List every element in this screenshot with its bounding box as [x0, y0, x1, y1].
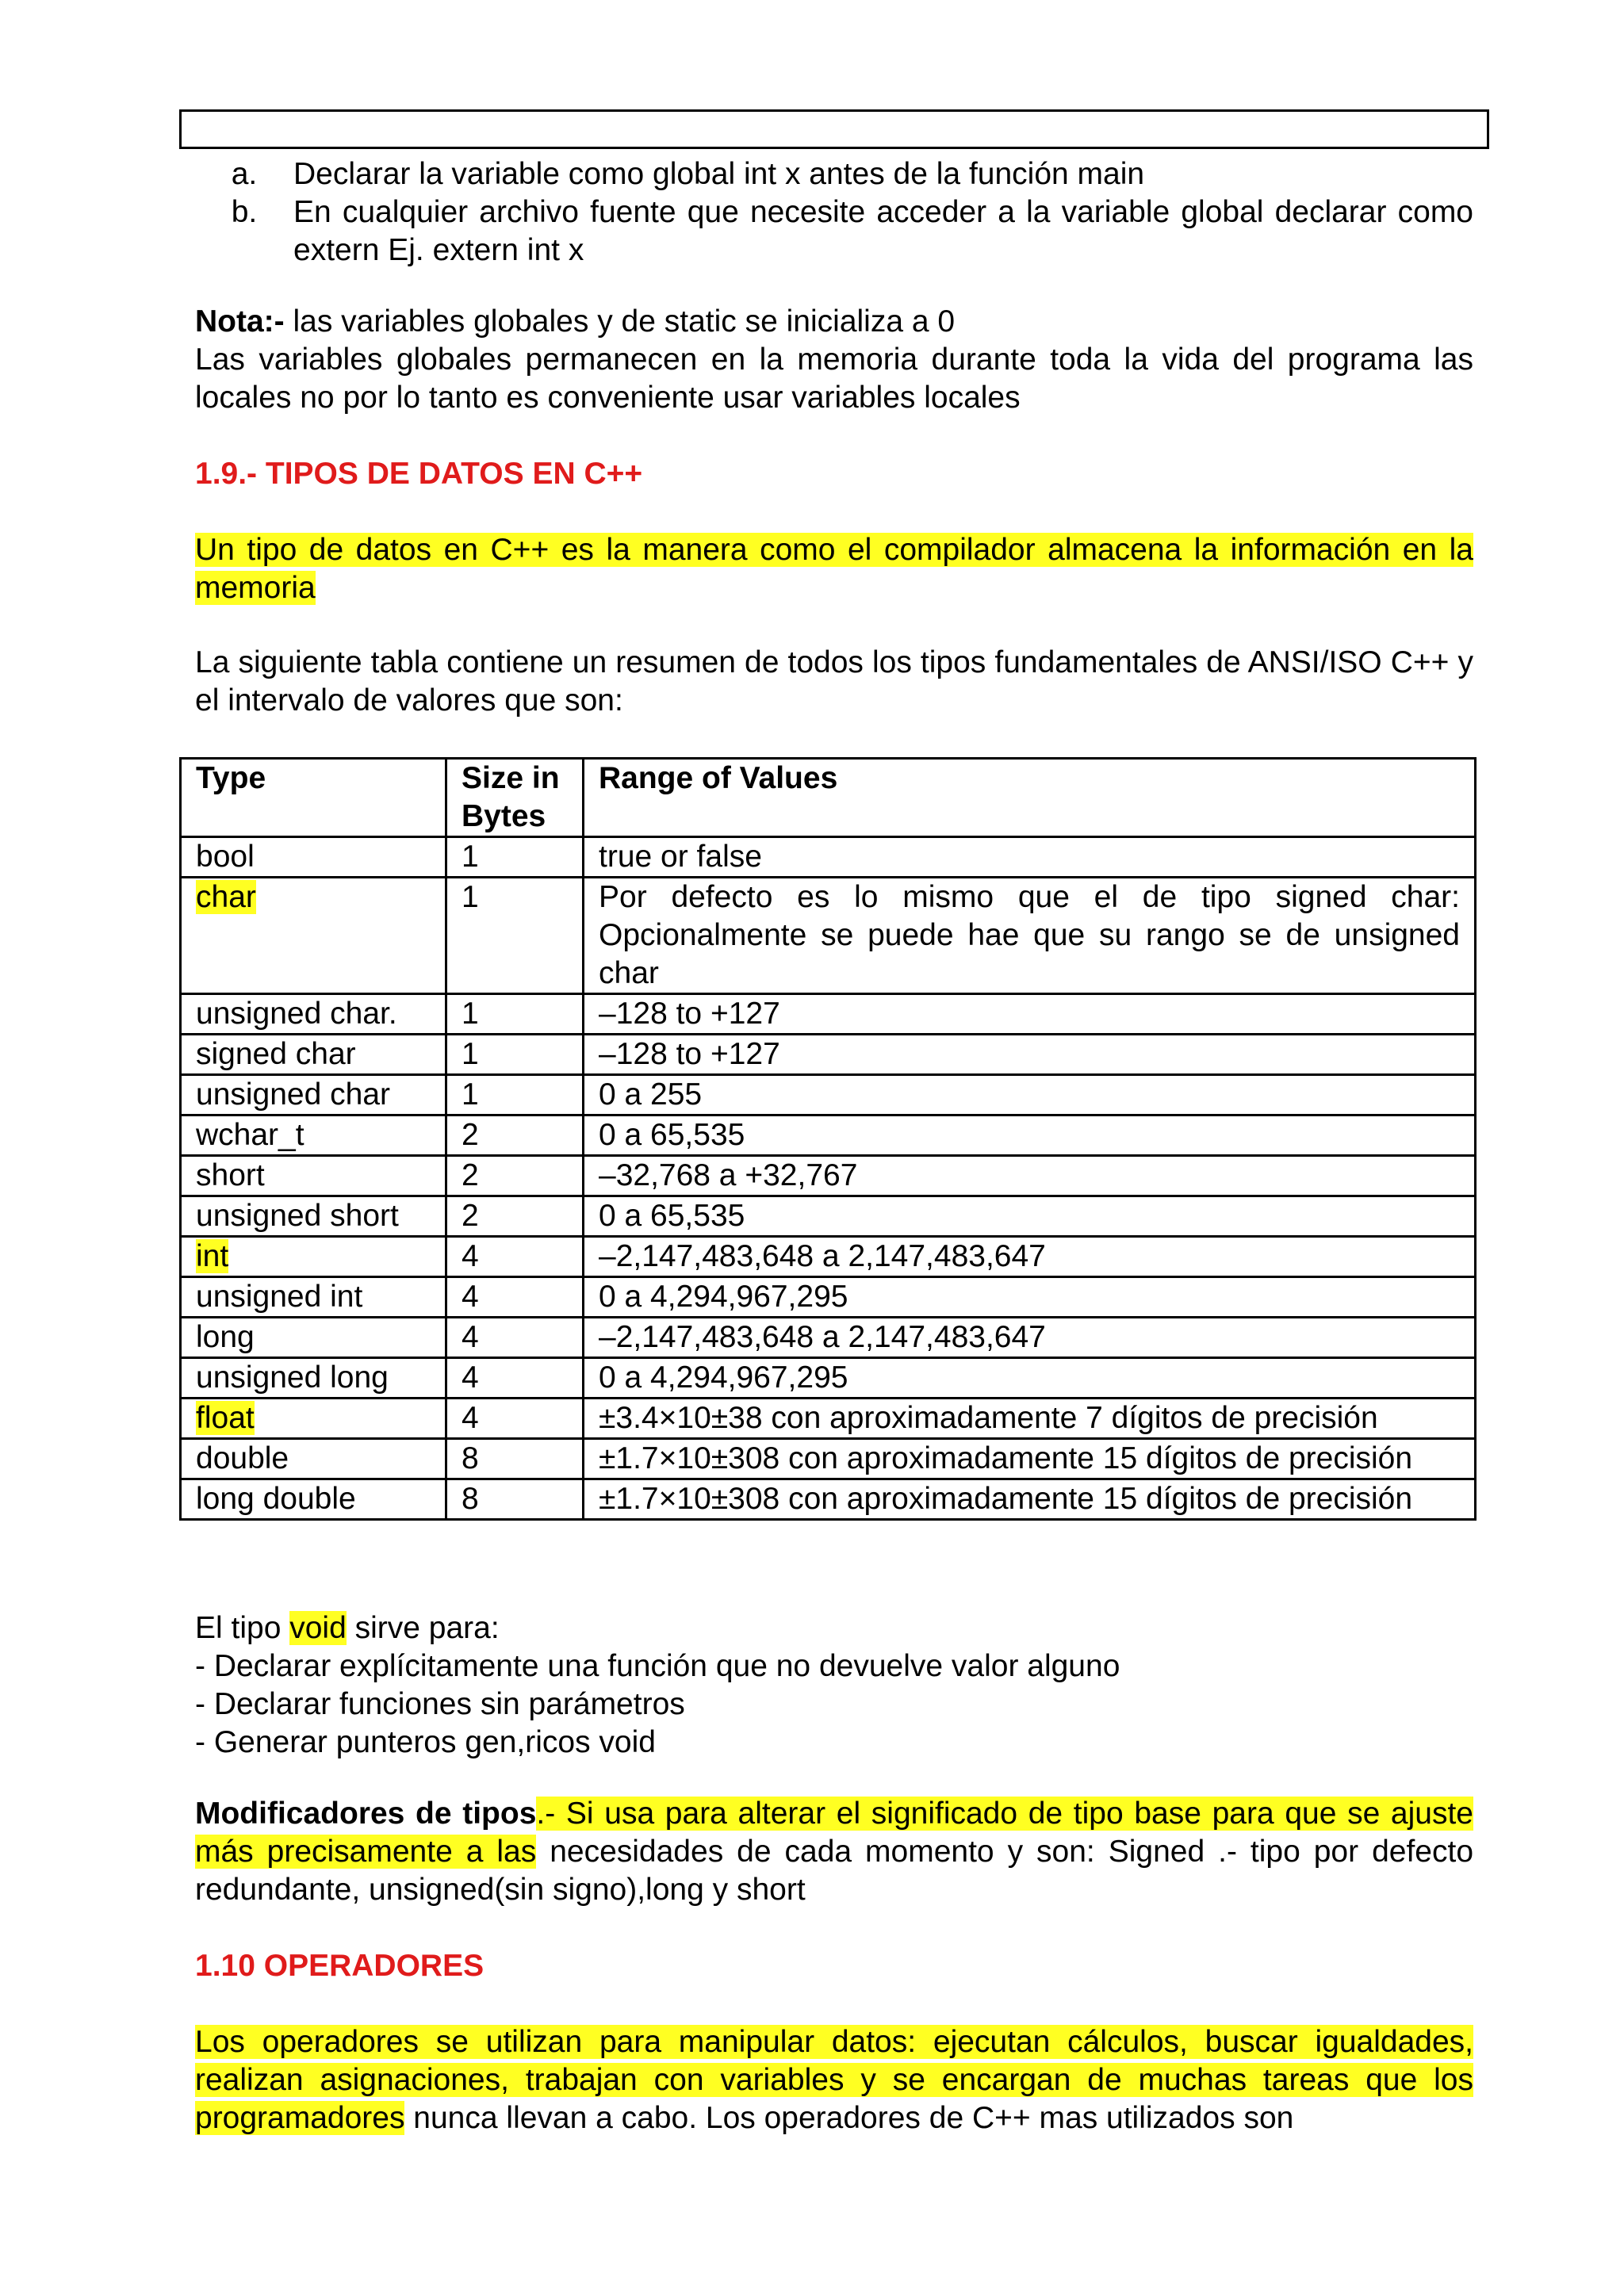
- operadores-rest: nunca llevan a cabo. Los operadores de C++ mas utilizados son: [404, 2101, 1294, 2135]
- extern-list: [195, 155, 1473, 270]
- modificadores-paragraph: [195, 1795, 1473, 1909]
- cell-size: 2: [446, 1156, 584, 1196]
- type-name: long: [196, 1320, 255, 1354]
- cell-size: 1: [446, 837, 584, 878]
- list-letter: a.: [231, 157, 258, 191]
- void-keyword: void: [289, 1611, 347, 1645]
- void-item: - Declarar explícitamente una función que no devuelve valor alguno: [195, 1649, 1120, 1683]
- modificadores-label: Modificadores de tipos: [195, 1797, 537, 1831]
- void-suffix: sirve para:: [346, 1611, 500, 1645]
- list-text: Declarar la variable como global int x antes de la función main: [293, 157, 1145, 191]
- table-row: [181, 1237, 1476, 1277]
- cell-size: 8: [446, 1439, 584, 1479]
- top-box: [179, 109, 1489, 149]
- cell-range: true or false: [584, 837, 1476, 878]
- modificadores-rest: necesidades de cada momento y son: Signed .- tipo por defecto redundante, unsigned(sin signo),long y short: [195, 1835, 1474, 1907]
- cell-size: 8: [446, 1479, 584, 1520]
- header-type: Type: [181, 759, 446, 837]
- section-heading-1-9: 1.9.- TIPOS DE DATOS EN C++: [195, 457, 643, 491]
- table-row: [181, 1075, 1476, 1115]
- types-definition: [195, 531, 1473, 607]
- cell-size: 1: [446, 1035, 584, 1075]
- cell-size: 4: [446, 1399, 584, 1439]
- cell-range: ±1.7×10±308 con aproximadamente 15 dígitos de precisión: [584, 1479, 1476, 1520]
- type-name: unsigned int: [196, 1280, 363, 1314]
- cell-size: 2: [446, 1196, 584, 1237]
- void-section: [195, 1609, 1473, 1762]
- table-row: [181, 1196, 1476, 1237]
- nota-line: [195, 303, 1473, 341]
- cell-range: 0 a 65,535: [584, 1115, 1476, 1156]
- cell-range: –2,147,483,648 a 2,147,483,647: [584, 1318, 1476, 1358]
- void-item: - Generar punteros gen,ricos void: [195, 1725, 656, 1759]
- type-name: int: [196, 1239, 229, 1273]
- type-name: long double: [196, 1482, 356, 1516]
- cell-range: Por defecto es lo mismo que el de tipo signed char: Opcionalmente se puede hae que su rango se de unsigned char: [584, 878, 1476, 994]
- highlighted-text: .- Si usa para alterar el significado de tipo base para que se ajuste más precisamente a las: [195, 1797, 1473, 1869]
- cell-size: 1: [446, 994, 584, 1035]
- cell-type: [181, 1156, 446, 1196]
- cell-type: [181, 1237, 446, 1277]
- section-heading-1-10: 1.10 OPERADORES: [195, 1949, 485, 1983]
- table-row: [181, 994, 1476, 1035]
- cell-size: 1: [446, 878, 584, 994]
- type-name: unsigned short: [196, 1199, 399, 1233]
- type-name: bool: [196, 840, 255, 874]
- cell-size: 4: [446, 1237, 584, 1277]
- header-range: Range of Values: [584, 759, 1476, 837]
- cell-size: 4: [446, 1277, 584, 1318]
- cell-range: –32,768 a +32,767: [584, 1156, 1476, 1196]
- table-intro: La siguiente tabla contiene un resumen de todos los tipos fundamentales de ANSI/ISO C++ y el intervalo de valores que son:: [195, 645, 1473, 718]
- void-prefix: El tipo: [195, 1611, 290, 1645]
- highlighted-text: Los operadores se utilizan para manipular datos: ejecutan cálculos, buscar igualdades, realizan asignaciones, trabajan con variables y se encargan de muchas tareas que los programadores: [195, 2025, 1473, 2135]
- type-name: float: [196, 1401, 255, 1435]
- cell-range: –128 to +127: [584, 1035, 1476, 1075]
- cell-type: [181, 1035, 446, 1075]
- type-name: unsigned long: [196, 1360, 389, 1395]
- cell-size: 2: [446, 1115, 584, 1156]
- table-row: [181, 1439, 1476, 1479]
- cell-type: [181, 994, 446, 1035]
- table-row: [181, 878, 1476, 994]
- header-size: Size in Bytes: [446, 759, 584, 837]
- type-name: char: [196, 880, 256, 914]
- type-name: double: [196, 1441, 289, 1475]
- table-row: [181, 1318, 1476, 1358]
- cell-type: [181, 1115, 446, 1156]
- nota-paragraph: Las variables globales permanecen en la memoria durante toda la vida del programa las locales no por lo tanto es conveniente usar variables locales: [195, 342, 1473, 415]
- cell-type: [181, 837, 446, 878]
- cell-range: 0 a 65,535: [584, 1196, 1476, 1237]
- cell-range: ±3.4×10±38 con aproximadamente 7 dígitos de precisión: [584, 1399, 1476, 1439]
- cell-range: ±1.7×10±308 con aproximadamente 15 dígitos de precisión: [584, 1439, 1476, 1479]
- table-row: [181, 1115, 1476, 1156]
- cell-range: 0 a 255: [584, 1075, 1476, 1115]
- nota-text: las variables globales y de static se inicializa a 0: [284, 304, 956, 339]
- cell-range: –128 to +127: [584, 994, 1476, 1035]
- list-item: [195, 193, 1473, 270]
- cell-range: 0 a 4,294,967,295: [584, 1358, 1476, 1399]
- cell-type: [181, 1439, 446, 1479]
- cell-range: –2,147,483,648 a 2,147,483,647: [584, 1237, 1476, 1277]
- cell-type: [181, 1479, 446, 1520]
- table-row: [181, 1156, 1476, 1196]
- table-header-row: [181, 759, 1476, 837]
- cell-type: [181, 1358, 446, 1399]
- type-name: unsigned char.: [196, 997, 397, 1031]
- cell-size: 4: [446, 1318, 584, 1358]
- highlighted-text: Un tipo de datos en C++ es la manera como el compilador almacena la información en la memoria: [195, 533, 1473, 605]
- list-text: En cualquier archivo fuente que necesite acceder a la variable global declarar como extern Ej. extern int x: [293, 195, 1473, 267]
- cell-type: [181, 1399, 446, 1439]
- cell-type: [181, 1277, 446, 1318]
- types-table: [179, 757, 1477, 1521]
- cell-type: [181, 1196, 446, 1237]
- table-row: [181, 1358, 1476, 1399]
- cell-range: 0 a 4,294,967,295: [584, 1277, 1476, 1318]
- cell-type: [181, 1318, 446, 1358]
- nota-label: Nota:-: [195, 304, 285, 339]
- list-letter: b.: [231, 195, 258, 229]
- table-row: [181, 1277, 1476, 1318]
- table-row: [181, 1035, 1476, 1075]
- cell-type: [181, 878, 446, 994]
- table-row: [181, 1399, 1476, 1439]
- table-row: [181, 1479, 1476, 1520]
- operadores-paragraph: [195, 2023, 1473, 2137]
- void-intro: [195, 1609, 1473, 1647]
- table-row: [181, 837, 1476, 878]
- cell-type: [181, 1075, 446, 1115]
- list-item: [195, 155, 1473, 193]
- cell-size: 4: [446, 1358, 584, 1399]
- type-name: signed char: [196, 1037, 356, 1071]
- cell-size: 1: [446, 1075, 584, 1115]
- void-item: - Declarar funciones sin parámetros: [195, 1687, 685, 1721]
- type-name: short: [196, 1158, 265, 1192]
- type-name: unsigned char: [196, 1077, 391, 1112]
- type-name: wchar_t: [196, 1118, 304, 1152]
- nota-block: [195, 303, 1473, 417]
